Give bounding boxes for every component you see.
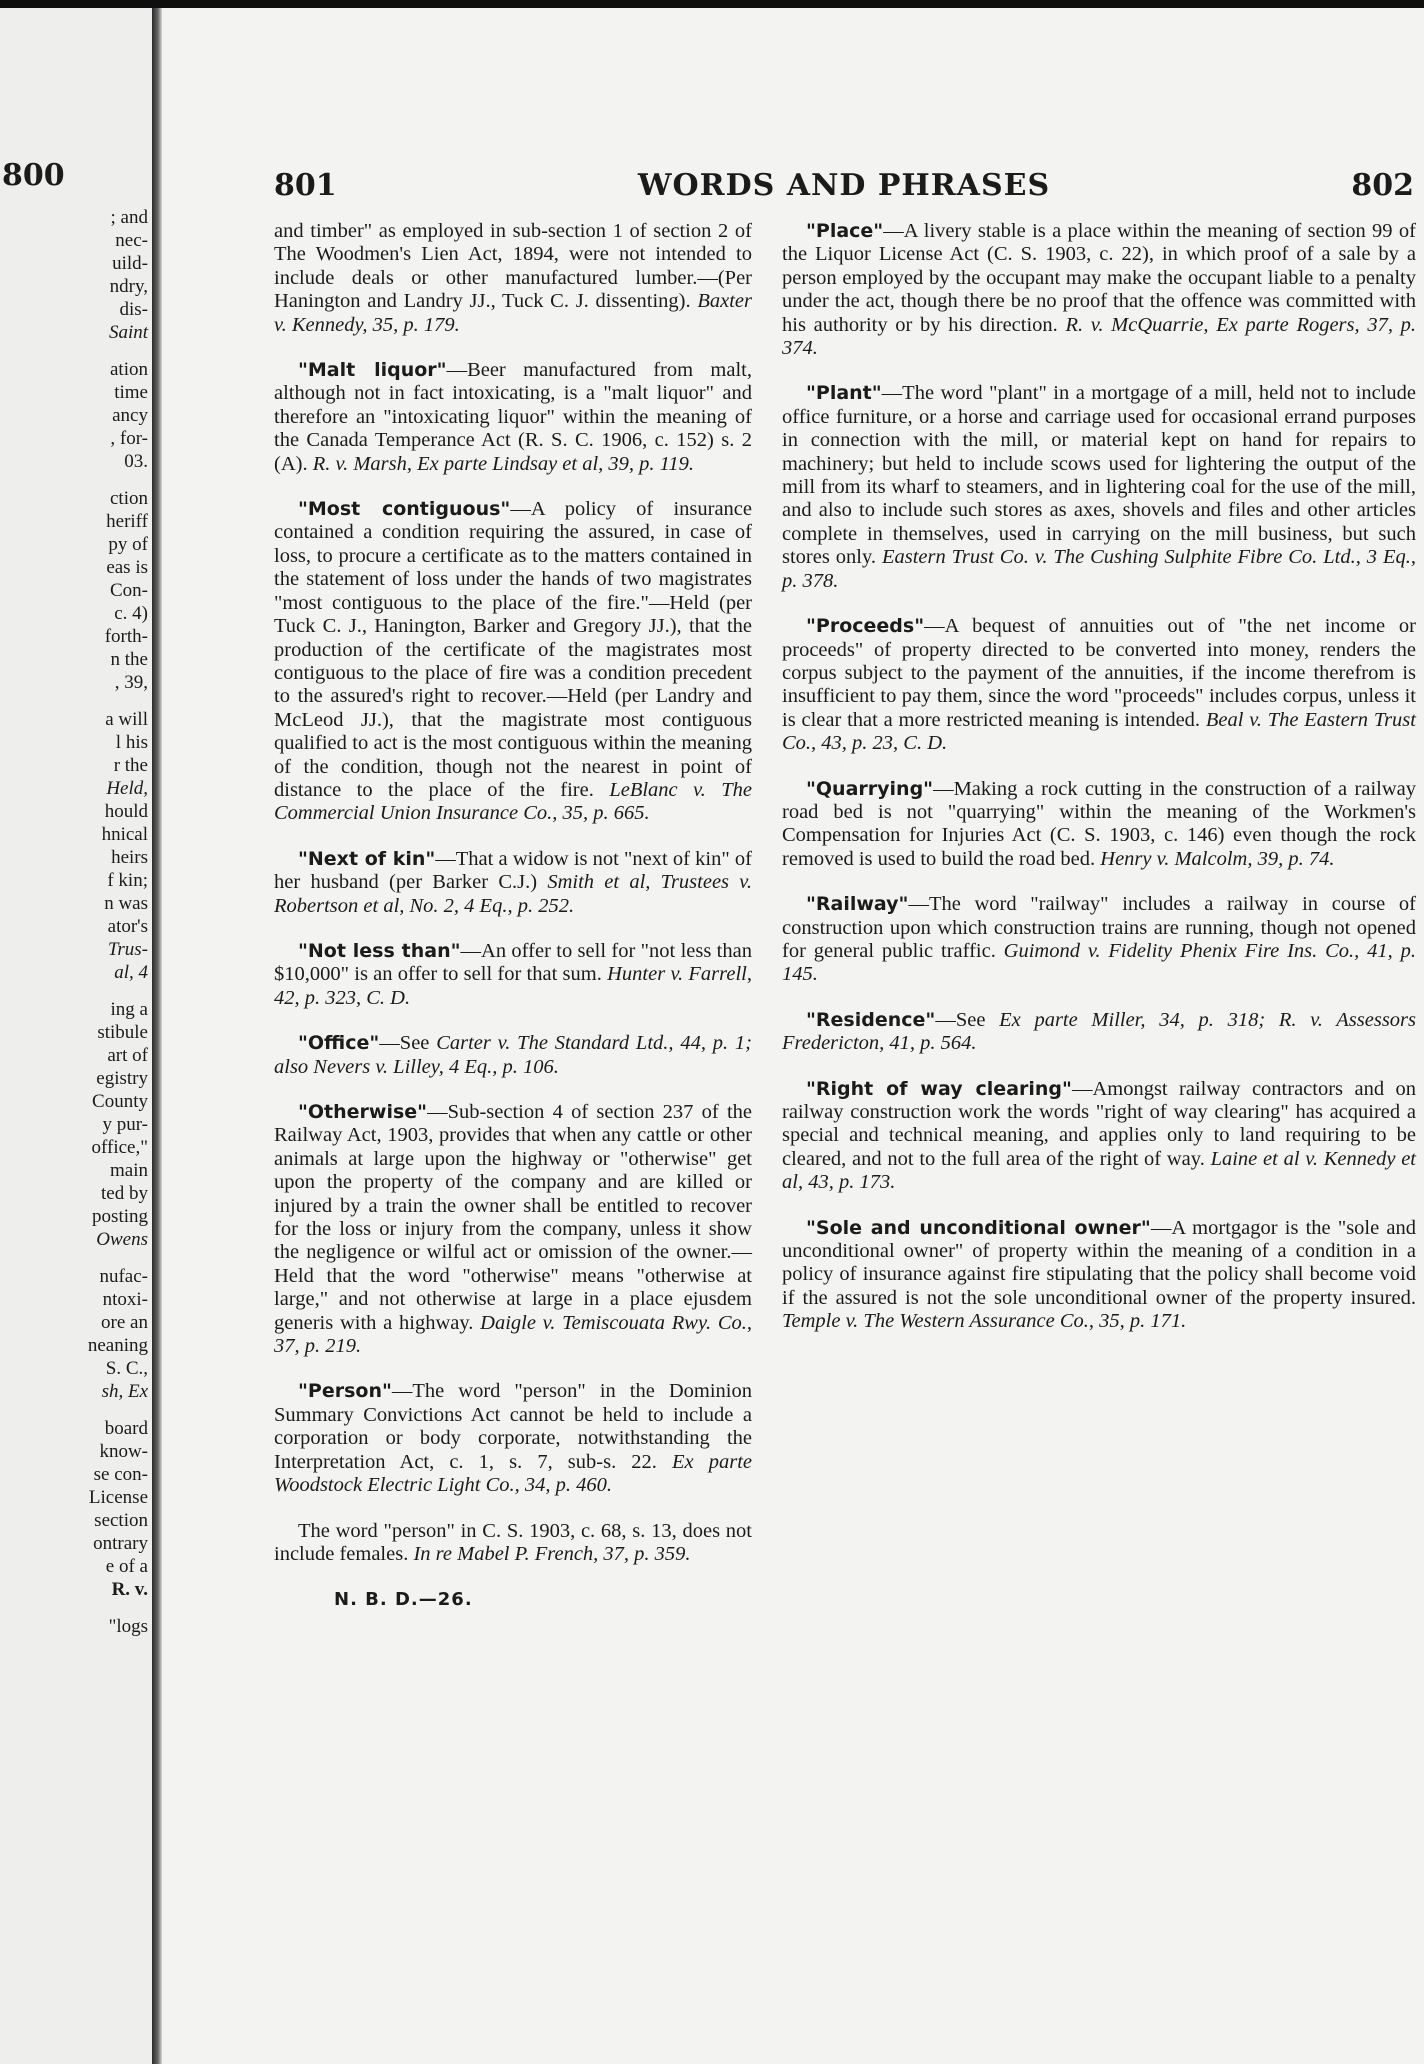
dictionary-entry (782, 778, 1416, 872)
dictionary-entry (782, 220, 1416, 360)
left-page-fragment: py of (108, 534, 148, 555)
left-page-fragment: Held, (106, 778, 148, 799)
entry-term: "Next of kin" (298, 847, 436, 870)
left-page-fragment: ntoxi- (102, 1289, 148, 1310)
left-page-fragment: , for- (110, 428, 148, 449)
left-page-fragment: eas is (106, 557, 148, 578)
left-page-fragment: know- (99, 1441, 148, 1462)
dictionary-entry (274, 1380, 752, 1497)
left-page-fragment: sh, Ex (101, 1381, 148, 1402)
running-title: WORDS AND PHRASES (637, 168, 1051, 203)
dictionary-entry (782, 893, 1416, 987)
entry-text: —A livery stable is a place within the meaning of section 99 of the Liquor License Act (C. S. 1903, c. 22), in which proof of a sale by a person employed by the occupant may make the occupant liable to a penalty under the act, though there be no proof that the offence was committed with his authority or by his direction. (782, 220, 1416, 336)
entry-term: "Railway" (806, 893, 909, 916)
entry-text: —A policy of insurance contained a condition requiring the assured, in case of loss, to procure a certificate as to the matters contained in the statement of loss under the hands of two magistrates "most contiguous to the place of the fire."—Held (per Tuck C. J., Hanington, Barker and Gregory JJ.), that the production of the certificate of the magistrates most contiguous to the place of fire was a condition precedent to the assured's right to recover.—Held (per Landry and McLeod JJ.), that the magistrate most contiguous qualified to act is the most contiguous within the meaning of the condition, though not the nearest in point of distance to the place of the fire. (274, 498, 752, 801)
dictionary-entry (274, 498, 752, 826)
left-page-fragment: License (88, 1487, 148, 1508)
case-citation: In re Mabel P. French, 37, p. 359. (413, 1542, 691, 1565)
left-page-fragment: Con- (110, 580, 148, 601)
left-page-fragment: l his (115, 732, 148, 753)
left-page-fragment: n was (104, 893, 148, 914)
left-page-fragment: stibule (97, 1022, 148, 1043)
case-citation: Carter v. The Standard Ltd., 44, p. 1; also Nevers v. Lilley, 4 Eq., p. 106. (274, 1032, 752, 1078)
entry-term: "Malt liquor" (298, 359, 447, 382)
left-page-fragment: 03. (124, 451, 148, 472)
entry-term: "Proceeds" (806, 615, 925, 638)
case-citation: Henry v. Malcolm, 39, p. 74. (1100, 847, 1335, 870)
left-page-fragment: time (114, 382, 148, 403)
entry-text: —The word "plant" in a mortgage of a mill, held not to include office furniture, or a horse and carriage used for occasional errand purposes in connection with the mill, or material kept on hand for repairs to machinery; but held to include scows used for lightering the output of the mill from its wharf to steamers, and in lightering coal for the use of the mill, and also to include such stores as axes, shovels and files and other articles complete in themselves, used in carrying on the mill business, but such stores only. (782, 382, 1416, 569)
entry-text: —Amongst railway contractors and on railway construction work the words "right of way clearing" has acquired a special and technical meaning, and applies only to land requiring to be cleared, and not to the full area of the right of way. (782, 1077, 1417, 1170)
entry-term: "Office" (298, 1032, 380, 1055)
page-header (274, 168, 1414, 208)
left-page-fragment: a will (105, 709, 148, 730)
left-page-fragment: ation (110, 359, 148, 380)
dictionary-entry (274, 1520, 752, 1567)
entry-term: "Person" (298, 1380, 392, 1403)
left-page-fragment: nec- (115, 230, 148, 251)
case-citation: Laine et al v. Kennedy et al, 43, p. 173. (782, 1147, 1416, 1194)
left-page-fragment: forth- (104, 626, 148, 647)
left-page-fragment: board (104, 1418, 148, 1439)
left-page-fragment: ancy (112, 405, 148, 426)
left-page-fragment: se con- (93, 1464, 148, 1485)
left-page-fragment: ndry, (109, 276, 148, 297)
entry-term: "Most contiguous" (298, 498, 511, 521)
left-page-fragment: S. C., (105, 1358, 148, 1379)
dictionary-entry (274, 1032, 752, 1079)
book-page (162, 8, 1424, 2064)
entry-text: —Sub-section 4 of section 237 of the Railway Act, 1903, provides that when any cattle or other animals at large upon the highway or "otherwise" get upon the property of the company and are killed or injured by a train the owner shall be entitled to recover for the loss or injury from the company, unless it show the negligence or wilful act or omission of the owner.—Held that the word "otherwise" means "otherwise at large," and not otherwise at large in a place ejusdem generis with a highway. (274, 1101, 752, 1334)
case-citation: Ex parte Miller, 34, p. 318; R. v. Assessors Fredericton, 41, p. 564. (782, 1008, 1417, 1055)
entry-term: "Right of way clearing" (806, 1077, 1072, 1100)
left-page-fragment: ore an (101, 1312, 148, 1333)
case-citation: LeBlanc v. The Commercial Union Insurance Co., 35, p. 665. (274, 778, 752, 825)
left-page-fragment: nufac- (99, 1266, 148, 1287)
left-page-fragment: hnical (101, 824, 148, 845)
entry-text: —The word "railway" includes a railway in course of construction upon which construction trains are running, though not opened for general public traffic. (782, 893, 1416, 962)
left-page-fragment: f kin; (107, 870, 148, 891)
left-page-fragment: office," (91, 1137, 148, 1158)
case-citation: R. v. Marsh, Ex parte Lindsay et al, 39, p. 119. (312, 452, 695, 475)
left-page-fragment: Trus- (107, 939, 148, 960)
entry-term: "Place" (806, 220, 884, 242)
left-page-fragment: c. 4) (114, 603, 148, 624)
left-page-fragment: egistry (96, 1068, 148, 1089)
left-page-fragment: ction (110, 488, 148, 509)
entry-text: —See (379, 1032, 437, 1055)
left-page-fragment: Owens (96, 1229, 148, 1250)
entry-text: —A mortgagor is the "sole and unconditional owner" of property within the meaning of a condition in a policy of insurance against fire stipulating that the policy shall become void if the assured is not the sole unconditional owner of the property insured. (782, 1216, 1416, 1309)
case-citation: Hunter v. Farrell, 42, p. 323, C. D. (274, 963, 752, 1009)
dictionary-entry (274, 1101, 752, 1358)
entry-text: —The word "person" in the Dominion Summary Convictions Act cannot be held to include a corporation or body corporate, notwithstanding the Interpretation Act, c. 1, s. 7, sub-s. 22. (274, 1380, 752, 1473)
left-page-fragment: heriff (106, 511, 148, 532)
entry-text: —Making a rock cutting in the construction of a railway road bed is not "quarrying" within the meaning of the Workmen's Compensation for Injuries Act (C. S. 1903, c. 146) even though the rock removed is used to build the road bed. (782, 777, 1416, 870)
left-page-fragment: section (94, 1510, 148, 1531)
dictionary-entry (782, 1217, 1416, 1334)
entry-term: "Sole and unconditional owner" (806, 1216, 1151, 1239)
case-citation: Guimond v. Fidelity Phenix Fire Ins. Co., 41, p. 145. (782, 939, 1416, 986)
entry-text: —See (935, 1008, 1000, 1031)
dictionary-entry (782, 615, 1416, 755)
entry-term: "Not less than" (298, 939, 461, 962)
dictionary-entry (274, 359, 752, 476)
left-page-fragment: ontrary (93, 1533, 148, 1554)
case-citation: Baxter v. Kennedy, 35, p. 179. (274, 290, 752, 336)
left-page-fragment: main (110, 1160, 148, 1181)
left-page-fragment: posting (92, 1206, 148, 1227)
left-page-fragment: al, 4 (114, 962, 148, 983)
entry-text: —A bequest of annuities out of "the net income or proceeds" of property directed to be converted into money, renders the corpus subject to the payment of the annuities, if the income therefrom is insufficient to pay them, since the word "proceeds" includes corpus, unless it is clear that a more restricted meaning is intended. (782, 615, 1416, 731)
left-page-fragment: e of a (105, 1556, 148, 1577)
left-page-fragment: "logs (108, 1616, 148, 1637)
left-page-fragment: ing a (110, 999, 148, 1020)
entry-text: and timber" as employed in sub-section 1 of section 2 of The Woodmen's Lien Act, 1894, were not intended to include deals or other manufactured lumber.—(Per Hanington and Landry JJ., Tuck C. J. dissenting). (274, 220, 752, 313)
entry-text: —An offer to sell for "not less than $10,000" is an offer to sell for that sum. (274, 939, 752, 986)
left-page-fragment: dis- (119, 299, 148, 320)
left-page-fragment: County (92, 1091, 148, 1112)
left-page-fragment: R. v. (111, 1579, 148, 1600)
left-page-fragment: hould (104, 801, 148, 822)
entry-term: "Quarrying" (806, 777, 934, 800)
entry-term: "Otherwise" (298, 1101, 428, 1123)
left-page-number: 800 (2, 158, 65, 193)
case-citation: Temple v. The Western Assurance Co., 35, p. 171. (782, 1310, 1187, 1333)
left-page-fragment: art of (107, 1045, 148, 1066)
dictionary-entry (274, 848, 752, 918)
left-page-fragment: ; and (110, 207, 148, 228)
left-column (274, 220, 752, 1612)
entry-text: The word "person" in C. S. 1903, c. 68, s. 13, does not include females. (274, 1519, 752, 1565)
page-number-right: 802 (1351, 168, 1414, 203)
right-column (782, 220, 1416, 1356)
dictionary-entry (782, 1009, 1416, 1056)
left-page-fragment: uild- (112, 253, 148, 274)
dictionary-entry (274, 220, 752, 337)
page-number-left: 801 (274, 168, 337, 203)
case-citation: Ex parte Woodstock Electric Light Co., 34, p. 460. (274, 1450, 752, 1497)
case-citation: Beal v. The Eastern Trust Co., 43, p. 23, C. D. (782, 708, 1416, 755)
dictionary-entry (274, 940, 752, 1010)
left-page-fragment: ator's (107, 916, 148, 937)
left-page-fragment: r the (113, 755, 148, 776)
signature-mark: N. B. D.—26. (334, 1589, 473, 1611)
entry-text: —That a widow is not "next of kin" of her husband (per Barker C.J.) (274, 847, 752, 894)
dictionary-entry (782, 382, 1416, 593)
dictionary-entry (782, 1078, 1416, 1195)
entry-term: "Plant" (806, 382, 882, 405)
case-citation: Smith et al, Trustees v. Robertson et al, No. 2, 4 Eq., p. 252. (274, 871, 752, 917)
left-page-fragment: n the (110, 649, 148, 670)
left-page-fragment: y pur- (102, 1114, 148, 1135)
left-page-fragment: , 39, (114, 672, 148, 693)
left-page-fragment: Saint (108, 322, 148, 343)
book-gutter (152, 8, 162, 2064)
left-page-fragment: neaning (87, 1335, 148, 1356)
adjacent-page-edge (0, 8, 152, 2064)
left-page-fragment: ted by (101, 1183, 148, 1204)
case-citation: R. v. McQuarrie, Ex parte Rogers, 37, p. 374. (782, 313, 1416, 360)
left-page-fragment: heirs (111, 847, 148, 868)
entry-text: —Beer manufactured from malt, although not in fact intoxicating, is a "malt liquor" and therefore an "intoxicating liquor" within the meaning of the Canada Temperance Act (R. S. C. 1906, c. 152) s. 2 (A). (274, 359, 752, 475)
entry-term: "Residence" (806, 1008, 936, 1031)
case-citation: Eastern Trust Co. v. The Cushing Sulphite Fibre Co. Ltd., 3 Eq., p. 378. (782, 546, 1416, 592)
case-citation: Daigle v. Temiscouata Rwy. Co., 37, p. 219. (274, 1311, 752, 1358)
